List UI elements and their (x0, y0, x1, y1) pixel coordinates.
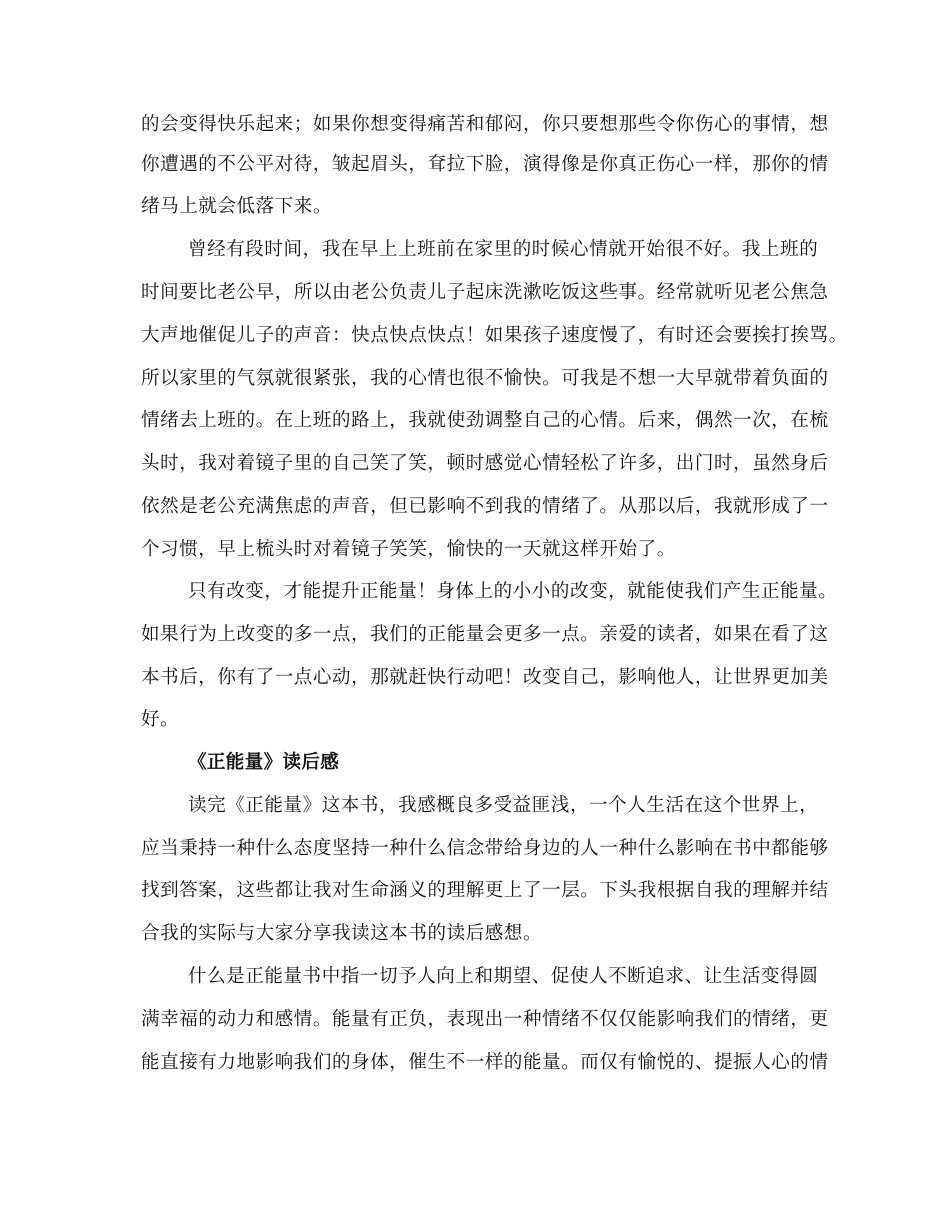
text-line: 所以家里的气氛就很紧张，我的心情也很不愉快。可我是不想一大早就带着负面的 (141, 368, 829, 389)
text-line: 依然是老公充满焦虑的声音，但已影响不到我的情绪了。从那以后，我就形成了一 (141, 496, 829, 517)
text-line: 本书后，你有了一点心动，那就赶快行动吧！改变自己，影响他人，让世界更加美 (141, 667, 829, 688)
text-line: 的会变得快乐起来；如果你想变得痛苦和郁闷，你只要想那些令你伤心的事情，想 (141, 114, 829, 135)
text-line: 能直接有力地影响我们的身体，催生不一样的能量。而仅有愉悦的、提振人心的情 (141, 1052, 829, 1073)
text-line: 你遭遇的不公平对待，皱起眉头，耷拉下脸，演得像是你真正伤心一样，那你的情 (141, 154, 829, 175)
text-line: 情绪去上班的。在上班的路上，我就使劲调整自己的心情。后来，偶然一次，在梳 (141, 410, 829, 431)
text-line: 个习惯，早上梳头时对着镜子笑笑，愉快的一天就这样开始了。 (141, 539, 676, 560)
paragraph-start-line: 只有改变，才能提升正能量！身体上的小小的改变，就能使我们产生正能量。 (188, 581, 838, 602)
paragraph-start-line: 什么是正能量书中指一切予人向上和期望、促使人不断追求、让生活变得圆 (188, 966, 819, 987)
text-line: 合我的实际与大家分享我读这本书的读后感想。 (141, 923, 543, 944)
text-line: 绪马上就会低落下来。 (141, 196, 333, 217)
text-line: 时间要比老公早，所以由老公负责儿子起床洗漱吃饭这些事。经常就听见老公焦急 (141, 282, 829, 303)
text-line: 好。 (141, 709, 180, 730)
text-line: 头时，我对着镜子里的自己笑了笑，顿时感觉心情轻松了许多，出门时，虽然身后 (141, 453, 829, 474)
text-line: 如果行为上改变的多一点，我们的正能量会更多一点。亲爱的读者，如果在看了这 (141, 624, 829, 645)
text-line: 大声地催促儿子的声音：快点快点快点！如果孩子速度慢了，有时还会要挨打挨骂。 (141, 325, 848, 346)
paragraph-start-line: 读完《正能量》这本书，我感概良多受益匪浅，一个人生活在这个世界上， (188, 795, 819, 816)
text-line: 满幸福的动力和感情。能量有正负，表现出一种情绪不仅仅能影响我们的情绪，更 (141, 1009, 829, 1030)
text-line: 应当秉持一种什么态度坚持一种什么信念带给身边的人一种什么影响在书中都能够 (141, 838, 829, 859)
text-line: 找到答案，这些都让我对生命涵义的理解更上了一层。下头我根据自我的理解并结 (141, 880, 829, 901)
section-heading: 《正能量》读后感 (188, 752, 340, 773)
paragraph-start-line: 曾经有段时间，我在早上上班前在家里的时候心情就开始很不好。我上班的 (188, 239, 819, 260)
